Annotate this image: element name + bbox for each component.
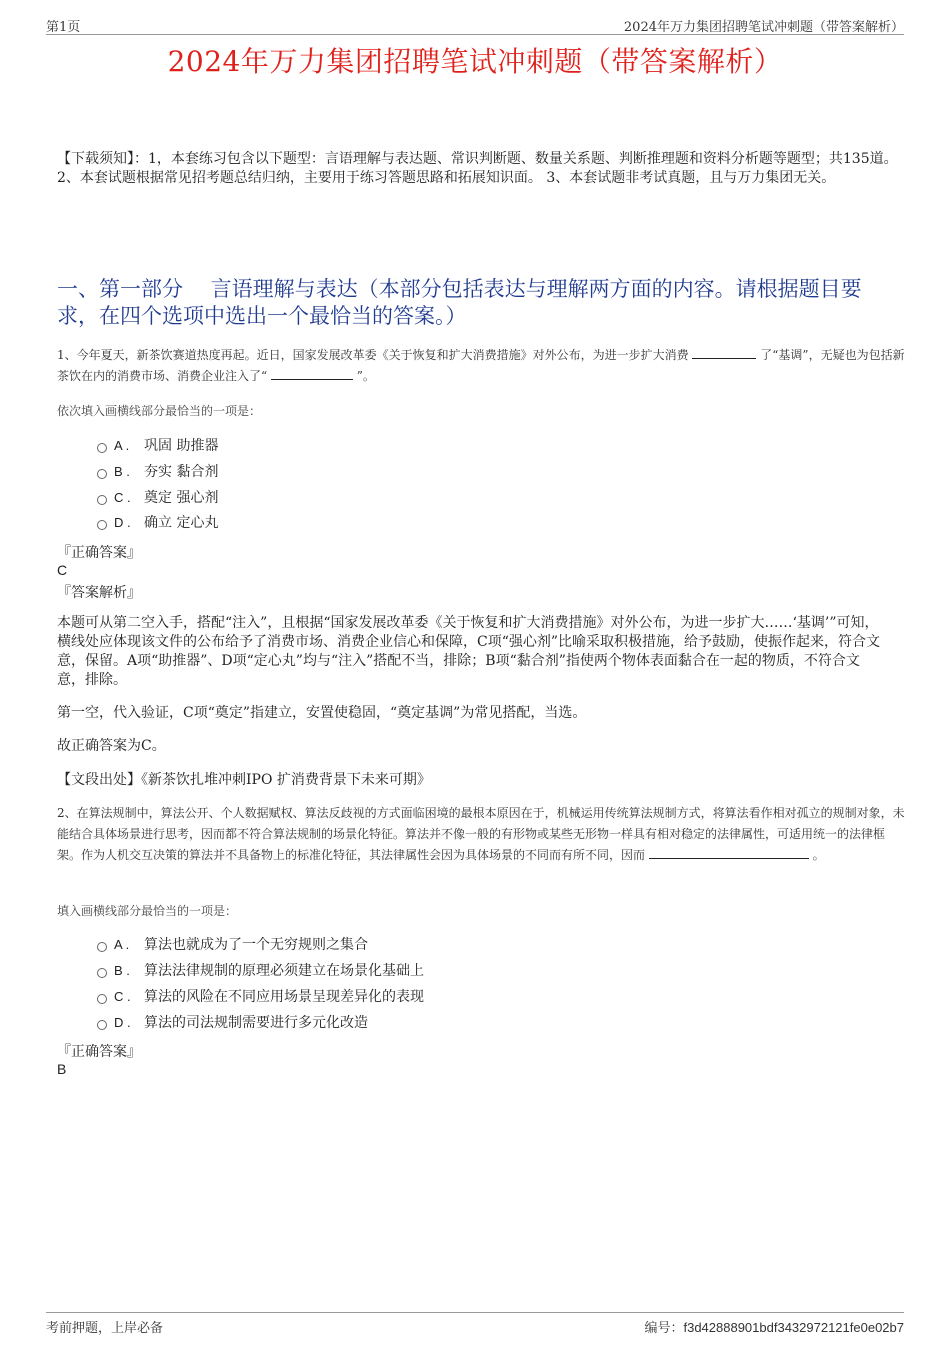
radio-icon[interactable]: [97, 1020, 107, 1030]
page-number: 第1页: [46, 20, 81, 35]
header-doc-title: 2024年万力集团招聘笔试冲刺题（带答案解析）: [623, 20, 904, 35]
q1-prompt: 依次填入画横线部分最恰当的一项是：: [57, 404, 262, 418]
download-notice: 【下载须知】：1，本套练习包含以下题型：言语理解与表达题、常识判断题、数量关系题、判断推理题和资料分析题等题型；共135道。 2、本套试题根据常见招考题总结归纳，主要用于练习答题思路和拓展知识面。 3、本套试题非考试真题，且与万力集团无关。: [57, 151, 898, 186]
radio-icon[interactable]: [97, 968, 107, 978]
q1-blank-2: [271, 366, 353, 380]
option-text: 算法法律规制的原理必须建立在场景化基础上: [144, 963, 424, 979]
q1-option-b[interactable]: [97, 460, 218, 482]
q2-correct-label: 『正确答案』: [57, 1044, 141, 1060]
document-title: 2024年万力集团招聘笔试冲刺题（带答案解析）: [167, 45, 783, 78]
radio-icon[interactable]: [97, 520, 107, 530]
q1-option-d[interactable]: [97, 511, 218, 533]
option-letter: C .: [114, 489, 131, 505]
option-text: 奠定 强心剂: [144, 490, 219, 506]
question-2-stem: [57, 803, 907, 866]
option-text: 确立 定心丸: [144, 515, 219, 531]
radio-icon[interactable]: [97, 443, 107, 453]
option-text: 巩固 助推器: [144, 438, 219, 454]
q1-option-a[interactable]: [97, 434, 218, 456]
q2-correct-answer: B: [57, 1061, 67, 1077]
footer-code-label: 编号：: [644, 1321, 684, 1336]
q1-analysis-2: 第一空，代入验证，C项“奠定”指建立，安置使稳固，“奠定基调”为常见搭配，当选。: [57, 705, 587, 721]
q2-text-b: 。: [812, 848, 825, 862]
q1-option-c[interactable]: [97, 486, 218, 508]
page-header: [46, 14, 904, 35]
option-text: 算法的司法规制需要进行多元化改造: [144, 1015, 368, 1031]
footer-code-value: f3d42888901bdf3432972121fe0e02b7: [683, 1320, 904, 1335]
q2-text-a: 2、在算法规制中，算法公开、个人数据赋权、算法反歧视的方式面临困境的最根本原因在于，机械运用传统算法规制方式，将算法看作相对孤立的规制对象，未能结合具体场景进行思考，因而都不符合算法规制的场景化特征。算法并不像一般的有形物或某些无形物一样具有相对稳定的法律属性，可适用统一的法律框架。作为人机交互决策的算法并不具备物上的标准化特征，其法律属性会因为具体场景的不同而有所不同，因而: [57, 806, 905, 862]
q2-option-d[interactable]: [97, 1011, 368, 1033]
page-footer: [46, 1312, 904, 1335]
option-letter: B .: [114, 463, 130, 479]
option-text: 夯实 黏合剂: [144, 464, 219, 480]
footer-code: [644, 1317, 904, 1336]
radio-icon[interactable]: [97, 495, 107, 505]
option-letter: A .: [114, 936, 130, 952]
q1-source: 【文段出处】《新茶饮扎堆冲刺IPO 扩消费背景下未来可期》: [57, 772, 431, 788]
q2-prompt: 填入画横线部分最恰当的一项是：: [57, 904, 238, 918]
q1-correct-answer: C: [57, 562, 68, 578]
q1-blank-1: [692, 345, 756, 359]
option-text: 算法也就成为了一个无穷规则之集合: [144, 937, 368, 953]
q1-text-c: ”。: [356, 369, 375, 383]
option-letter: D .: [114, 514, 131, 530]
option-text: 算法的风险在不同应用场景呈现差异化的表现: [144, 989, 424, 1005]
footer-slogan: 考前押题，上岸必备: [46, 1321, 164, 1336]
q1-correct-label: 『正确答案』: [57, 545, 141, 561]
q1-analysis-label: 『答案解析』: [57, 585, 141, 601]
q2-option-c[interactable]: [97, 985, 424, 1007]
option-letter: D .: [114, 1014, 131, 1030]
q2-option-a[interactable]: [97, 933, 368, 955]
q2-blank: [649, 845, 809, 859]
q1-analysis: 本题可从第二空入手，搭配“注入”，且根据“国家发展改革委《关于恢复和扩大消费措施》对外公布，为进一步扩大……‘基调’”可知，横线处应体现该文件的公布给予了消费市场、消费企业信心和保障，C项“强心剂”比喻采取积极措施，给予鼓励，使振作起来，符合文意，保留。A项“助推器”、D项“定心丸”均与“注入”搭配不当，排除；B项“黏合剂”指使两个物体表面黏合在一起的物质，不符合文意，排除。: [57, 615, 881, 688]
q2-option-b[interactable]: [97, 959, 424, 981]
q1-conclusion: 故正确答案为C。: [57, 738, 166, 754]
option-letter: C .: [114, 988, 131, 1004]
option-letter: A .: [114, 437, 130, 453]
section-heading: 一、第一部分 言语理解与表达（本部分包括表达与理解两方面的内容。请根据题目要求，在四个选项中选出一个最恰当的答案。）: [57, 277, 862, 328]
radio-icon[interactable]: [97, 469, 107, 479]
radio-icon[interactable]: [97, 942, 107, 952]
question-1-stem: [57, 345, 907, 387]
q1-text-a: 1、今年夏天，新茶饮赛道热度再起。近日，国家发展改革委《关于恢复和扩大消费措施》对外公布，为进一步扩大消费: [57, 348, 689, 362]
q1-text-b: 了“基调”，无疑也为包括新茶饮在内的消费市场、消费企业注入了“: [57, 348, 905, 383]
radio-icon[interactable]: [97, 994, 107, 1004]
option-letter: B .: [114, 962, 130, 978]
